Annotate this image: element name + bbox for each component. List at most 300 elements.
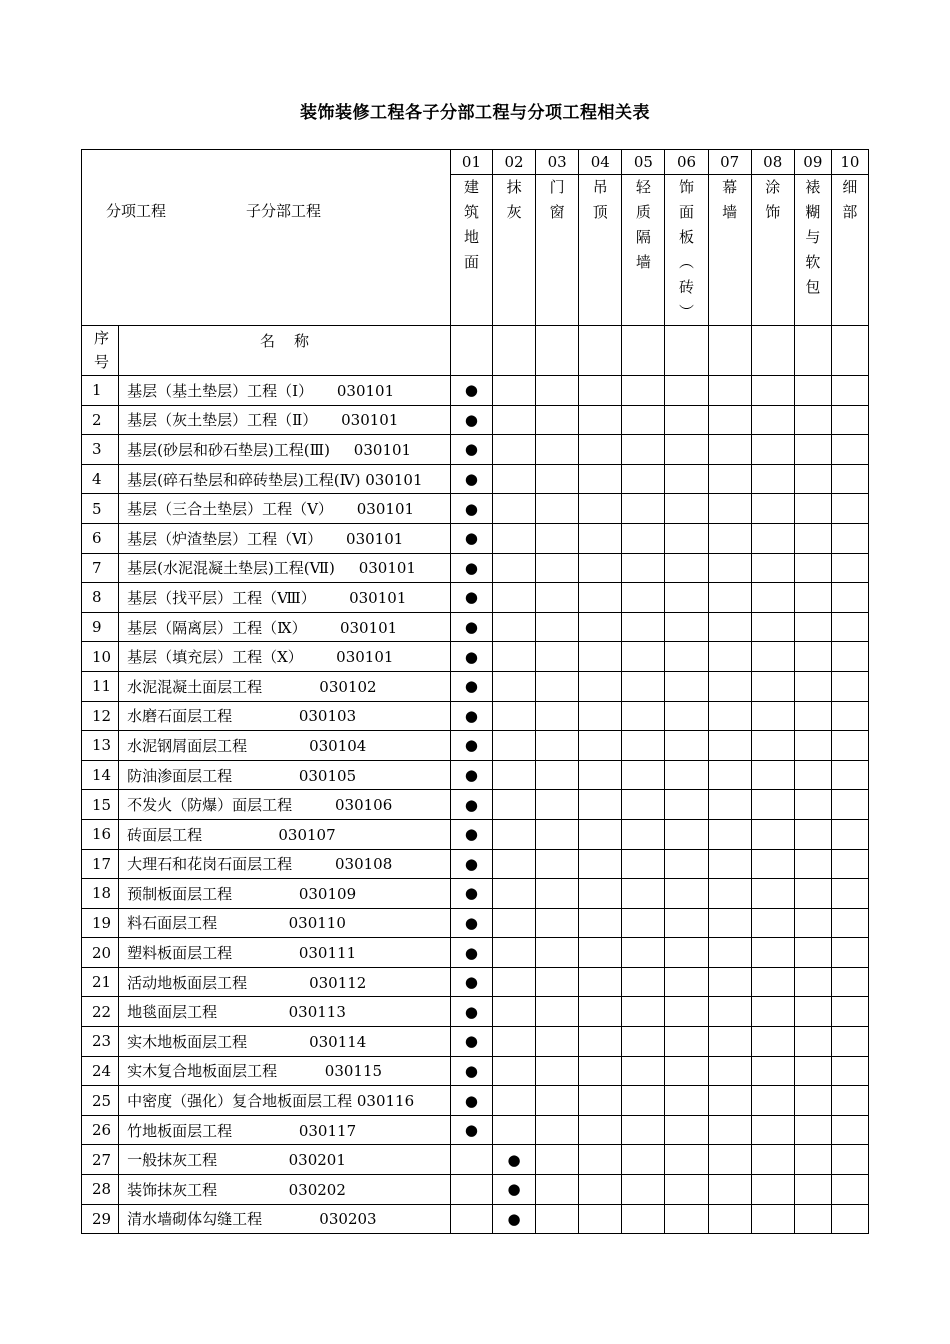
empty-cell [493,494,536,524]
empty-cell [450,1145,492,1175]
empty-cell [493,790,536,820]
empty-cell [579,1145,622,1175]
empty-cell [665,553,708,583]
empty-cell [536,1086,579,1116]
empty-cell [831,849,868,879]
empty-cell [831,967,868,997]
empty-cell [493,701,536,731]
row-number: 16 [82,819,119,849]
item-name: 实木地板面层工程 030114 [119,1027,451,1057]
relation-mark: ● [450,642,492,672]
empty-cell [831,1027,868,1057]
subdivision-code: 07 [708,150,751,175]
empty-cell [708,760,751,790]
empty-cell [579,1204,622,1234]
empty-cell [665,1145,708,1175]
relation-table [81,149,869,1234]
row-number: 17 [82,849,119,879]
item-name: 预制板面层工程 030109 [119,879,451,909]
empty-cell [536,819,579,849]
seq-header: 序 号 [82,326,119,376]
empty-cell [831,790,868,820]
empty-cell [493,1056,536,1086]
table-row [82,376,869,406]
subdivision-name: 建 筑 地 面 [450,175,492,326]
empty-cell [493,405,536,435]
empty-cell [622,760,665,790]
item-name: 水磨石面层工程 030103 [119,701,451,731]
empty-cell [493,464,536,494]
empty-cell [665,731,708,761]
empty-cell [751,1056,794,1086]
empty-cell [751,464,794,494]
item-name: 基层（炉渣垫层）工程（Ⅵ） 030101 [119,523,451,553]
relation-mark: ● [450,908,492,938]
empty-cell [831,938,868,968]
subdivision-name: 门 窗 [536,175,579,326]
empty-cell [622,523,665,553]
item-name: 基层（隔离层）工程（Ⅸ） 030101 [119,612,451,642]
empty-cell [536,1027,579,1057]
empty-cell [831,376,868,406]
page-title: 装饰装修工程各子分部工程与分项工程相关表 [300,103,650,123]
empty-cell [665,464,708,494]
empty-cell [794,464,831,494]
empty-cell [622,1086,665,1116]
empty-cell [708,967,751,997]
table-row [82,1204,869,1234]
relation-mark: ● [450,553,492,583]
empty-cell [579,1175,622,1205]
empty-cell [493,967,536,997]
item-name: 砖面层工程 030107 [119,819,451,849]
item-name: 一般抹灰工程 030201 [119,1145,451,1175]
empty-cell [794,642,831,672]
subdivision-code: 06 [665,150,708,175]
empty-cell [536,1056,579,1086]
row-number: 2 [82,405,119,435]
empty-cell [536,849,579,879]
empty-cell [536,1204,579,1234]
empty-cell [831,583,868,613]
empty-cell [708,464,751,494]
empty-cell [751,494,794,524]
item-name: 水泥钢屑面层工程 030104 [119,731,451,761]
row-number: 25 [82,1086,119,1116]
table-row [82,494,869,524]
relation-mark: ● [450,671,492,701]
empty-cell [579,553,622,583]
empty-cell [493,731,536,761]
relation-mark: ● [450,464,492,494]
table-row [82,435,869,465]
empty-cell [579,1086,622,1116]
item-name: 中密度（强化）复合地板面层工程 030116 [119,1086,451,1116]
table-row [82,583,869,613]
empty-cell [579,1115,622,1145]
item-name: 基层（基土垫层）工程（Ⅰ） 030101 [119,376,451,406]
empty-cell [622,849,665,879]
empty-cell [708,494,751,524]
empty-cell [579,612,622,642]
empty-cell [622,967,665,997]
empty-cell [751,997,794,1027]
item-name: 防油渗面层工程 030105 [119,760,451,790]
empty-cell [794,760,831,790]
empty-cell [751,405,794,435]
relation-mark: ● [450,1056,492,1086]
empty-cell [579,938,622,968]
empty-cell [751,731,794,761]
empty-cell [579,701,622,731]
table-row [82,1145,869,1175]
relation-mark: ● [450,701,492,731]
item-name: 基层(砂层和砂石垫层)工程(Ⅲ) 030101 [119,435,451,465]
empty-cell [665,790,708,820]
empty-cell [536,1145,579,1175]
empty-cell [536,790,579,820]
relation-mark: ● [450,760,492,790]
relation-mark: ● [450,1115,492,1145]
empty-cell [708,671,751,701]
relation-mark: ● [450,494,492,524]
empty-cell [794,967,831,997]
empty-cell [622,671,665,701]
item-name: 竹地板面层工程 030117 [119,1115,451,1145]
empty-cell [708,523,751,553]
table-row [82,967,869,997]
empty-cell [579,671,622,701]
empty-cell [751,671,794,701]
empty-cell [493,671,536,701]
empty-cell [622,938,665,968]
empty-cell [831,435,868,465]
empty-cell [536,523,579,553]
empty-cell [751,760,794,790]
table-row [82,1086,869,1116]
item-name: 基层（三合土垫层）工程（Ⅴ） 030101 [119,494,451,524]
table-row [82,464,869,494]
row-number: 8 [82,583,119,613]
empty-cell [831,1115,868,1145]
empty-cell [665,760,708,790]
empty-cell [536,997,579,1027]
empty-cell [751,1115,794,1145]
subdivision-name: 幕 墙 [708,175,751,326]
table-row [82,819,869,849]
empty-cell [536,760,579,790]
item-name: 基层(水泥混凝土垫层)工程(Ⅶ) 030101 [119,553,451,583]
empty-cell [794,523,831,553]
empty-cell [493,642,536,672]
empty-cell [708,1086,751,1116]
empty-cell [831,908,868,938]
item-name: 装饰抹灰工程 030202 [119,1175,451,1205]
empty-cell [622,1175,665,1205]
empty-cell [794,435,831,465]
empty-cell [579,1056,622,1086]
item-name: 实木复合地板面层工程 030115 [119,1056,451,1086]
subdivision-name: 饰 面 板 ︵ 砖 ︶ [665,175,708,326]
empty-cell [665,1115,708,1145]
empty-cell [751,701,794,731]
empty-cell [493,1027,536,1057]
empty-cell [831,494,868,524]
empty-cell [708,790,751,820]
row-number: 3 [82,435,119,465]
empty-cell [831,1145,868,1175]
empty-cell [794,376,831,406]
empty-cell [493,612,536,642]
empty-cell [751,376,794,406]
empty-cell [831,523,868,553]
empty-cell [665,967,708,997]
empty-cell [536,967,579,997]
relation-mark: ● [450,1027,492,1057]
subdivision-name: 吊 顶 [579,175,622,326]
empty-cell [665,1204,708,1234]
empty-cell [579,583,622,613]
empty-cell [794,671,831,701]
empty-cell [622,553,665,583]
empty-cell [831,997,868,1027]
empty-cell [579,908,622,938]
empty-cell [579,760,622,790]
empty-cell [579,494,622,524]
relation-mark: ● [450,790,492,820]
empty-cell [751,1145,794,1175]
empty-cell [536,494,579,524]
empty-cell [622,701,665,731]
empty-cell [794,879,831,909]
empty-cell [831,671,868,701]
empty-cell [751,967,794,997]
empty-cell [579,790,622,820]
table-row [82,908,869,938]
empty-cell [794,1204,831,1234]
empty-cell [831,819,868,849]
empty-cell [831,731,868,761]
table-row [82,1027,869,1057]
empty-cell [794,1115,831,1145]
empty-cell [708,819,751,849]
empty-cell [751,849,794,879]
empty-cell [536,701,579,731]
table-row [82,553,869,583]
row-number: 13 [82,731,119,761]
empty-cell [622,1204,665,1234]
relation-mark: ● [450,405,492,435]
empty-cell [665,405,708,435]
relation-mark: ● [450,938,492,968]
row-number: 12 [82,701,119,731]
empty-cell [794,405,831,435]
empty-cell [665,523,708,553]
empty-cell [536,642,579,672]
row-number: 24 [82,1056,119,1086]
item-name: 基层(碎石垫层和碎砖垫层)工程(Ⅳ) 030101 [119,464,451,494]
empty-cell [622,731,665,761]
table-row [82,1175,869,1205]
empty-cell [665,642,708,672]
row-number: 7 [82,553,119,583]
empty-cell [751,908,794,938]
empty-cell [450,1175,492,1205]
empty-cell [831,1086,868,1116]
empty-cell [579,819,622,849]
row-number: 5 [82,494,119,524]
row-number: 10 [82,642,119,672]
empty-cell [794,997,831,1027]
empty-cell [708,701,751,731]
corner-header-cell [82,150,451,326]
table-row [82,879,869,909]
empty-cell [751,642,794,672]
empty-cell [665,938,708,968]
empty-cell [622,790,665,820]
empty-cell [536,879,579,909]
empty-cell [665,701,708,731]
subdivision-code: 01 [450,150,492,175]
empty-cell [708,879,751,909]
table-row [82,405,869,435]
item-name: 基层（灰土垫层）工程（Ⅱ） 030101 [119,405,451,435]
item-name: 基层（填充层）工程（Ⅹ） 030101 [119,642,451,672]
row-number: 1 [82,376,119,406]
empty-cell [831,553,868,583]
item-name: 清水墙砌体勾缝工程 030203 [119,1204,451,1234]
relation-mark: ● [450,967,492,997]
table-row [82,701,869,731]
empty-cell [794,583,831,613]
relation-mark: ● [493,1175,536,1205]
item-name: 水泥混凝土面层工程 030102 [119,671,451,701]
empty-cell [665,376,708,406]
empty-cell [579,849,622,879]
table-row [82,642,869,672]
empty-cell [493,879,536,909]
empty-cell [831,879,868,909]
subdivision-name: 抹 灰 [493,175,536,326]
row-number: 21 [82,967,119,997]
empty-cell [794,1056,831,1086]
empty-cell [708,435,751,465]
empty-cell [622,494,665,524]
row-number: 20 [82,938,119,968]
item-name: 地毯面层工程 030113 [119,997,451,1027]
empty-cell [536,1115,579,1145]
empty-cell [708,583,751,613]
empty-cell [751,1175,794,1205]
empty-cell [751,523,794,553]
empty-cell [579,879,622,909]
empty-cell [622,1145,665,1175]
empty-cell [579,997,622,1027]
empty-cell [536,435,579,465]
subdivision-name: 涂 饰 [751,175,794,326]
table-row [82,671,869,701]
empty-cell [536,908,579,938]
empty-cell [622,997,665,1027]
empty-cell [493,435,536,465]
empty-cell [622,405,665,435]
row-number: 19 [82,908,119,938]
subdivision-code: 08 [751,150,794,175]
empty-cell [579,731,622,761]
relation-mark: ● [450,849,492,879]
relation-mark: ● [450,583,492,613]
row-number: 29 [82,1204,119,1234]
empty-cell [665,849,708,879]
empty-cell [831,701,868,731]
relation-mark: ● [450,819,492,849]
table-row [82,1115,869,1145]
empty-cell [579,435,622,465]
empty-cell [622,435,665,465]
empty-cell [622,819,665,849]
empty-cell [493,376,536,406]
table-row [82,1056,869,1086]
subdivision-code: 03 [536,150,579,175]
empty-cell [579,523,622,553]
empty-cell [794,1027,831,1057]
empty-cell [665,435,708,465]
empty-cell [536,612,579,642]
subdivision-header-label: 子分部工程 [246,202,322,220]
empty-cell [536,583,579,613]
empty-cell [665,671,708,701]
empty-cell [665,1175,708,1205]
empty-cell [794,731,831,761]
empty-cell [751,612,794,642]
empty-cell [708,908,751,938]
empty-cell [751,553,794,583]
empty-cell [493,523,536,553]
empty-cell [831,464,868,494]
empty-cell [579,405,622,435]
empty-cell [708,1204,751,1234]
empty-cell [708,997,751,1027]
empty-cell [708,612,751,642]
empty-cell [794,849,831,879]
row-number: 22 [82,997,119,1027]
empty-cell [794,908,831,938]
empty-cell [579,464,622,494]
empty-cell [622,642,665,672]
empty-cell [665,612,708,642]
row-number: 27 [82,1145,119,1175]
empty-cell [831,642,868,672]
empty-cell [493,997,536,1027]
empty-cell [751,879,794,909]
relation-mark: ● [450,435,492,465]
empty-cell [622,1115,665,1145]
empty-cell [493,819,536,849]
empty-cell [536,671,579,701]
empty-cell [794,701,831,731]
row-number: 26 [82,1115,119,1145]
relation-mark: ● [450,523,492,553]
empty-cell [536,405,579,435]
table-row [82,760,869,790]
row-number: 28 [82,1175,119,1205]
name-header: 名 称 [119,326,451,376]
empty-cell [794,819,831,849]
row-number: 18 [82,879,119,909]
table-row [82,612,869,642]
empty-cell [493,849,536,879]
table-row [82,790,869,820]
